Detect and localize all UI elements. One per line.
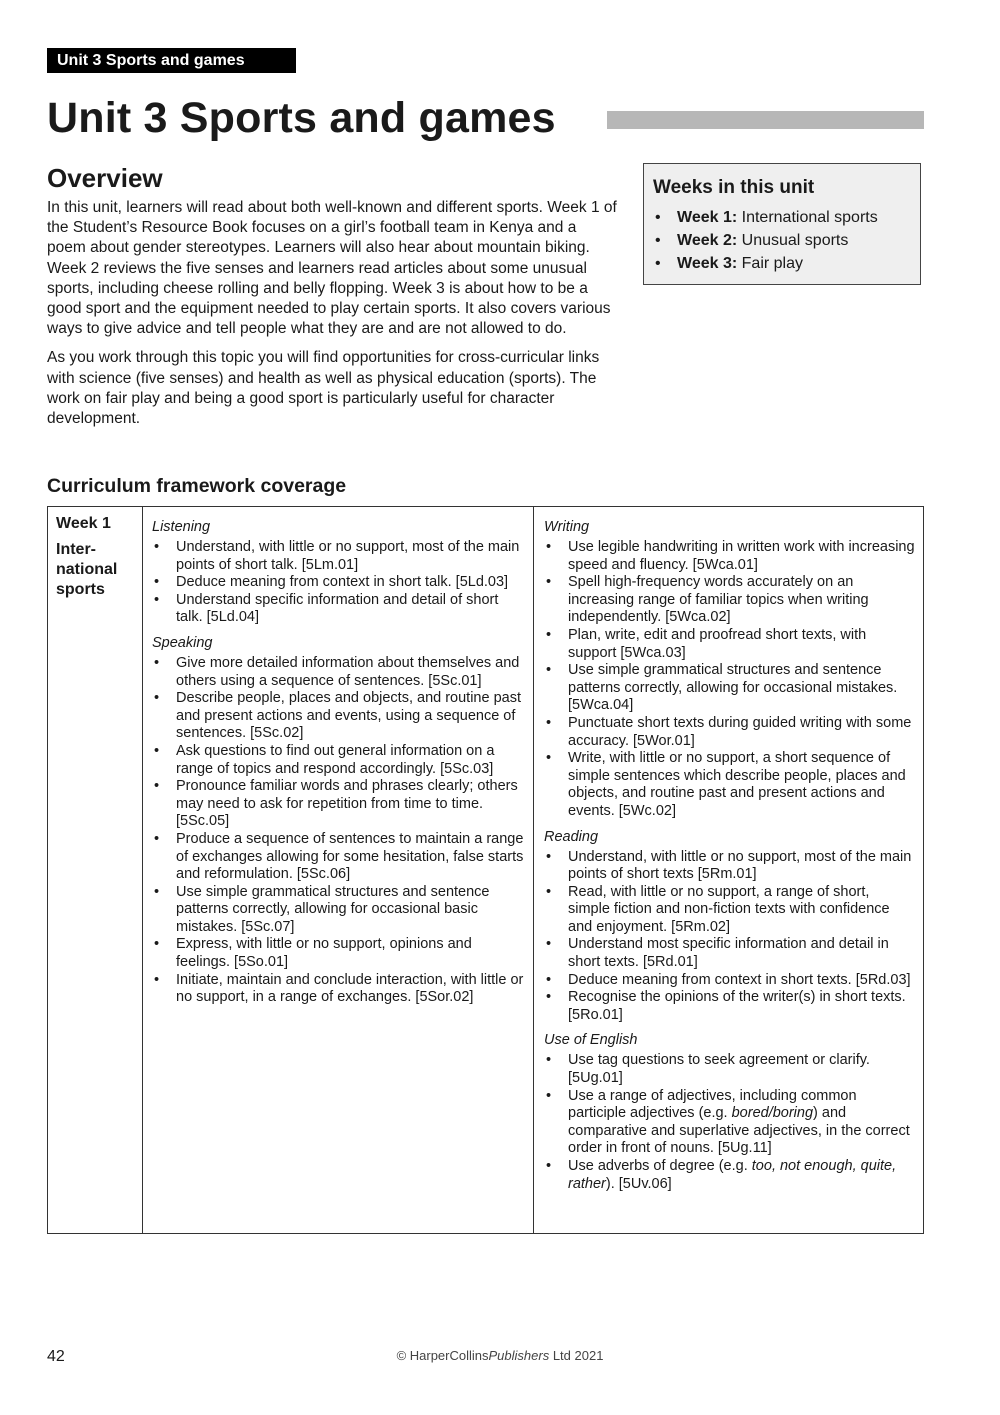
objective-item: • Punctuate short texts during guided writing with some accuracy. [5Wor.01]	[544, 715, 915, 750]
week-topic: Fair play	[741, 255, 803, 272]
objective-item	[544, 1158, 915, 1193]
week-item	[653, 229, 920, 252]
objective-item: • Ask questions to find out general information on a range of topics and respond accordingly. [5Sc.03]	[152, 743, 527, 778]
weeks-box-heading: Weeks in this unit	[653, 177, 815, 198]
week-topic-title	[56, 540, 142, 600]
page-title: Unit 3 Sports and games	[47, 94, 556, 142]
objective-text: ) and comparative and superlative adjectives, in the correct order in front of nouns. [5Ug.11]	[568, 1105, 910, 1157]
week-number: Week 1	[56, 515, 111, 532]
overview-heading: Overview	[47, 163, 163, 193]
reading-section	[544, 828, 915, 1025]
objective-item: • Give more detailed information about themselves and others using a sequence of sentences. [5Sc.01]	[152, 655, 527, 690]
weeks-list	[653, 206, 920, 275]
objective-item: • Deduce meaning from context in short texts. [5Rd.03]	[544, 972, 915, 990]
objective-example: too, not enough, quite, rather	[568, 1158, 897, 1192]
objective-item: • Read, with little or no support, a range of short, simple fiction and non-fiction texts with confidence and enjoyment. [5Rm.02]	[544, 884, 915, 937]
copyright-text: © HarperCollins	[396, 1348, 489, 1363]
speaking-section	[152, 634, 527, 1007]
week-topic: Unusual sports	[741, 232, 849, 249]
objective-list	[152, 539, 527, 627]
objective-item	[544, 1088, 915, 1158]
section-title: Speaking	[152, 634, 213, 651]
objective-item: • Use legible handwriting in written work with increasing speed and fluency. [5Wca.01]	[544, 539, 915, 574]
objective-text: ). [5Uv.06]	[605, 1175, 672, 1192]
week-topic: International sports	[741, 209, 878, 226]
section-title: Use of English	[544, 1032, 638, 1049]
overview-section	[47, 162, 617, 438]
objective-item: • Initiate, maintain and conclude interaction, with little or no support, in a range of exchanges. [5Sor.02]	[152, 972, 527, 1007]
week-topic-line: national	[56, 561, 118, 578]
copyright-notice	[0, 1348, 1000, 1363]
copyright-text: Ltd 2021	[549, 1348, 604, 1363]
objective-item: • Produce a sequence of sentences to maintain a range of exchanges allowing for some hesitation, false starts and reformulation. [5Sc.06]	[152, 831, 527, 884]
objective-item: • Use simple grammatical structures and sentence patterns correctly, allowing for occasional basic mistakes. [5Sc.07]	[152, 884, 527, 937]
week-topic-line: Inter-	[56, 541, 96, 558]
objective-item: • Express, with little or no support, opinions and feelings. [5So.01]	[152, 936, 527, 971]
week-label: Week 3:	[677, 255, 738, 272]
weeks-in-unit-box	[643, 163, 921, 285]
unit-header-tab: Unit 3 Sports and games	[47, 48, 296, 73]
overview-paragraph: In this unit, learners will read about both well-known and different sports. Week 1 of the Student’s Resource Book focuses on a girl’s football team in Kenya and a poem about gender stereotypes. Learners will also hear about mountain biking. Week 2 reviews the five senses and learners read articles about some unusual sports, including cheese rolling and belly flopping. Week 3 is about how to be a good sport and the equipment needed to play certain sports. It also covers various ways to give advice and tell people what they are and are not allowed to do.	[47, 199, 617, 338]
writing-section	[544, 518, 915, 821]
week-item	[653, 206, 920, 229]
curriculum-heading: Curriculum framework coverage	[47, 475, 347, 497]
objective-list	[544, 849, 915, 1025]
objective-item: • Pronounce familiar words and phrases clearly; others may need to ask for repetition from time to time. [5Sc.05]	[152, 778, 527, 831]
objective-list	[544, 539, 915, 821]
week-label: Week 1:	[677, 209, 738, 226]
listening-speaking-column	[143, 507, 534, 1233]
use-of-english-section	[544, 1031, 915, 1193]
week-column	[48, 507, 143, 1233]
overview-paragraph: As you work through this topic you will find opportunities for cross-curricular links with science (five senses) and health as well as physical education (sports). The work on fair play and being a good sport is particularly useful for character development.	[47, 349, 600, 428]
objective-text: Use adverbs of degree (e.g.	[568, 1158, 752, 1174]
objective-item: • Understand, with little or no support, most of the main points of short texts [5Rm.01]	[544, 849, 915, 884]
objective-item: • Plan, write, edit and proofread short texts, with support [5Wca.03]	[544, 627, 915, 662]
section-title: Reading	[544, 828, 599, 845]
objective-list	[544, 1052, 915, 1193]
objective-item: • Describe people, places and objects, and routine past and present actions and events, using a sequence of sentences. [5Sc.02]	[152, 690, 527, 743]
page-number: 42	[47, 1348, 65, 1365]
objective-item: • Understand most specific information and detail in short texts. [5Rd.01]	[544, 936, 915, 971]
objective-item: • Use simple grammatical structures and sentence patterns correctly, allowing for occasional mistakes. [5Wca.04]	[544, 662, 915, 715]
title-decorative-bar	[607, 111, 924, 129]
objective-example: bored/boring	[731, 1105, 814, 1122]
week-item	[653, 252, 920, 275]
week-topic-line: sports	[56, 581, 105, 598]
objective-item: • Spell high-frequency words accurately on an increasing range of familiar topics when writing independently. [5Wca.02]	[544, 574, 915, 627]
writing-reading-column	[534, 507, 923, 1233]
objective-item: • Deduce meaning from context in short talk. [5Ld.03]	[152, 574, 527, 592]
objective-item: • Understand, with little or no support, most of the main points of short talk. [5Lm.01]	[152, 539, 527, 574]
objective-text: Use a range of adjectives, including common participle adjectives (e.g.	[568, 1087, 857, 1122]
objective-item: • Recognise the opinions of the writer(s) in short texts. [5Ro.01]	[544, 989, 915, 1024]
objective-item: • Understand specific information and detail of short talk. [5Ld.04]	[152, 592, 527, 627]
curriculum-table	[47, 506, 924, 1234]
objective-list	[152, 655, 527, 1007]
objective-item: • Use tag questions to seek agreement or clarify. [5Ug.01]	[544, 1052, 915, 1087]
copyright-italic: Publishers	[488, 1348, 550, 1363]
section-title: Listening	[152, 519, 211, 535]
week-label: Week 2:	[677, 232, 738, 249]
listening-section	[152, 518, 527, 627]
objective-item: • Write, with little or no support, a short sequence of simple sentences which describe people, places and objects, and routine past and present actions and events. [5Wc.02]	[544, 750, 915, 820]
section-title: Writing	[544, 519, 590, 535]
